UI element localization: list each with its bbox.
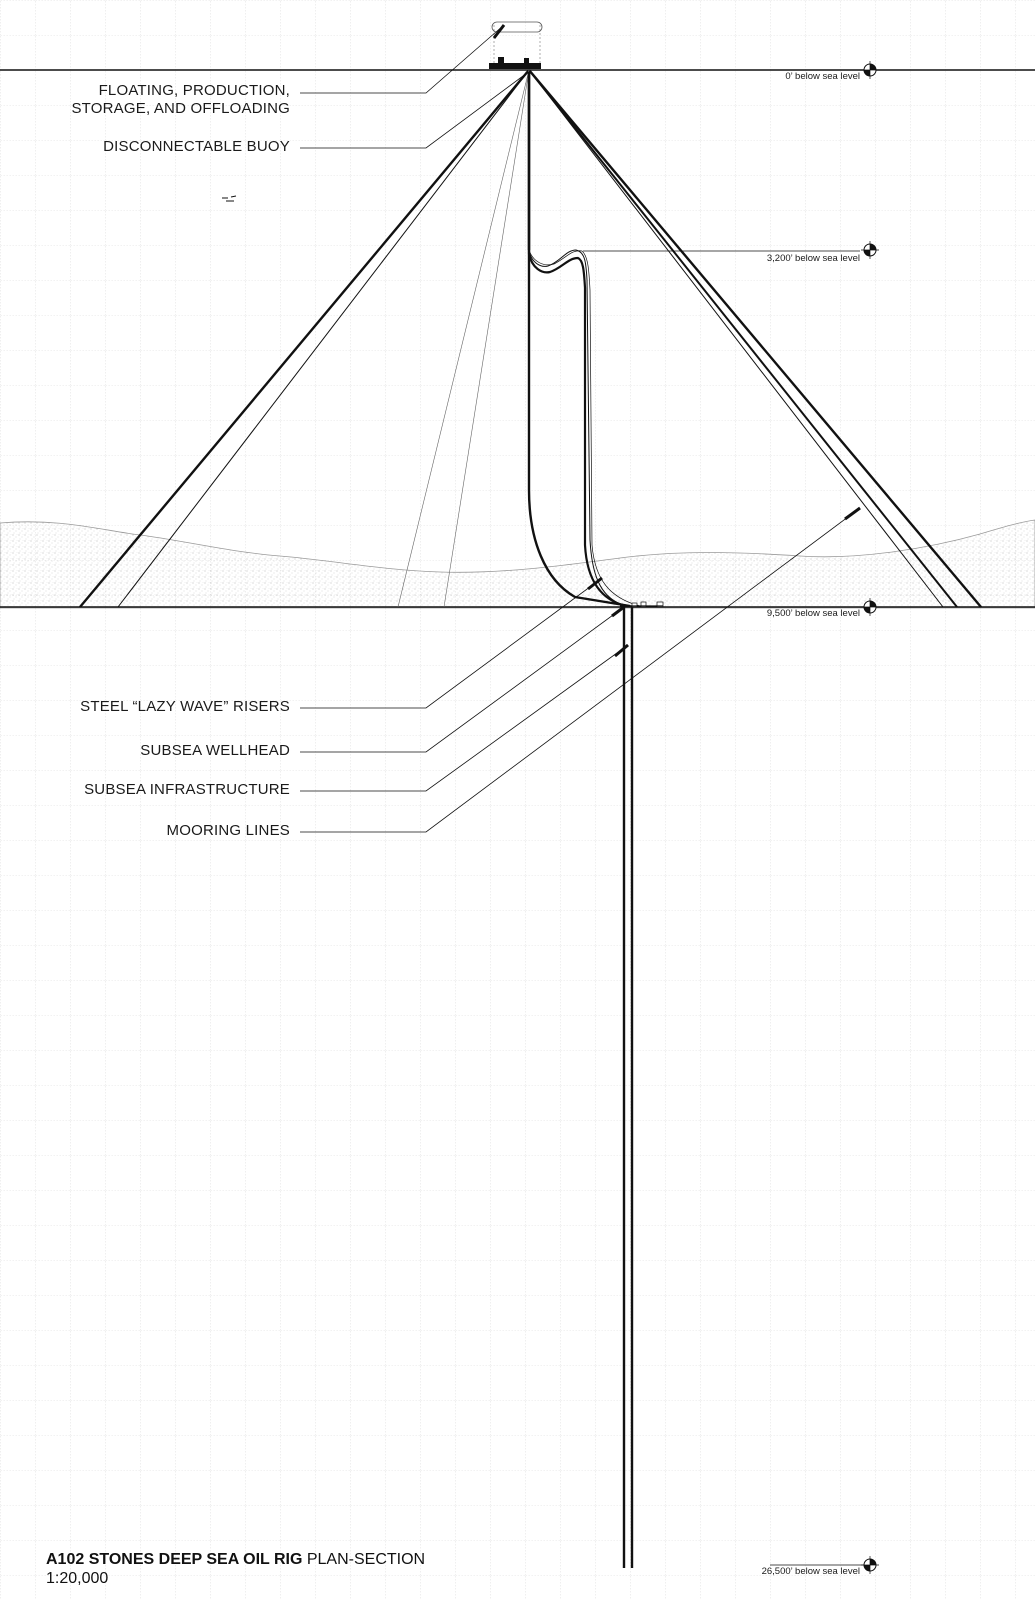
- drawing-scale: 1:20,000: [46, 1570, 109, 1587]
- title-block: [46, 1550, 425, 1588]
- drawing-type: PLAN-SECTION: [306, 1551, 426, 1568]
- label-fpso-line1: FLOATING, PRODUCTION,: [98, 82, 290, 99]
- label-lazy-wave-risers: STEEL “LAZY WAVE” RISERS: [80, 698, 290, 715]
- label-fpso-line2: STORAGE, AND OFFLOADING: [71, 100, 290, 117]
- label-subsea-infrastructure: SUBSEA INFRASTRUCTURE: [84, 781, 290, 798]
- drawing-title: [46, 1550, 425, 1569]
- depth-label-riser-peak: 3,200’ below sea level: [766, 253, 860, 264]
- label-disconnectable-buoy: DISCONNECTABLE BUOY: [103, 138, 290, 155]
- depth-label-well-bottom: 26,500’ below sea level: [761, 1566, 860, 1577]
- label-subsea-wellhead: SUBSEA WELLHEAD: [140, 742, 290, 759]
- depth-label-seabed: 9,500’ below sea level: [766, 608, 860, 619]
- drawing-code-name: A102 STONES DEEP SEA OIL RIG: [46, 1551, 303, 1568]
- depth-label-surface: 0’ below sea level: [785, 71, 860, 82]
- label-fpso: [71, 82, 290, 118]
- label-mooring-lines: MOORING LINES: [166, 822, 290, 839]
